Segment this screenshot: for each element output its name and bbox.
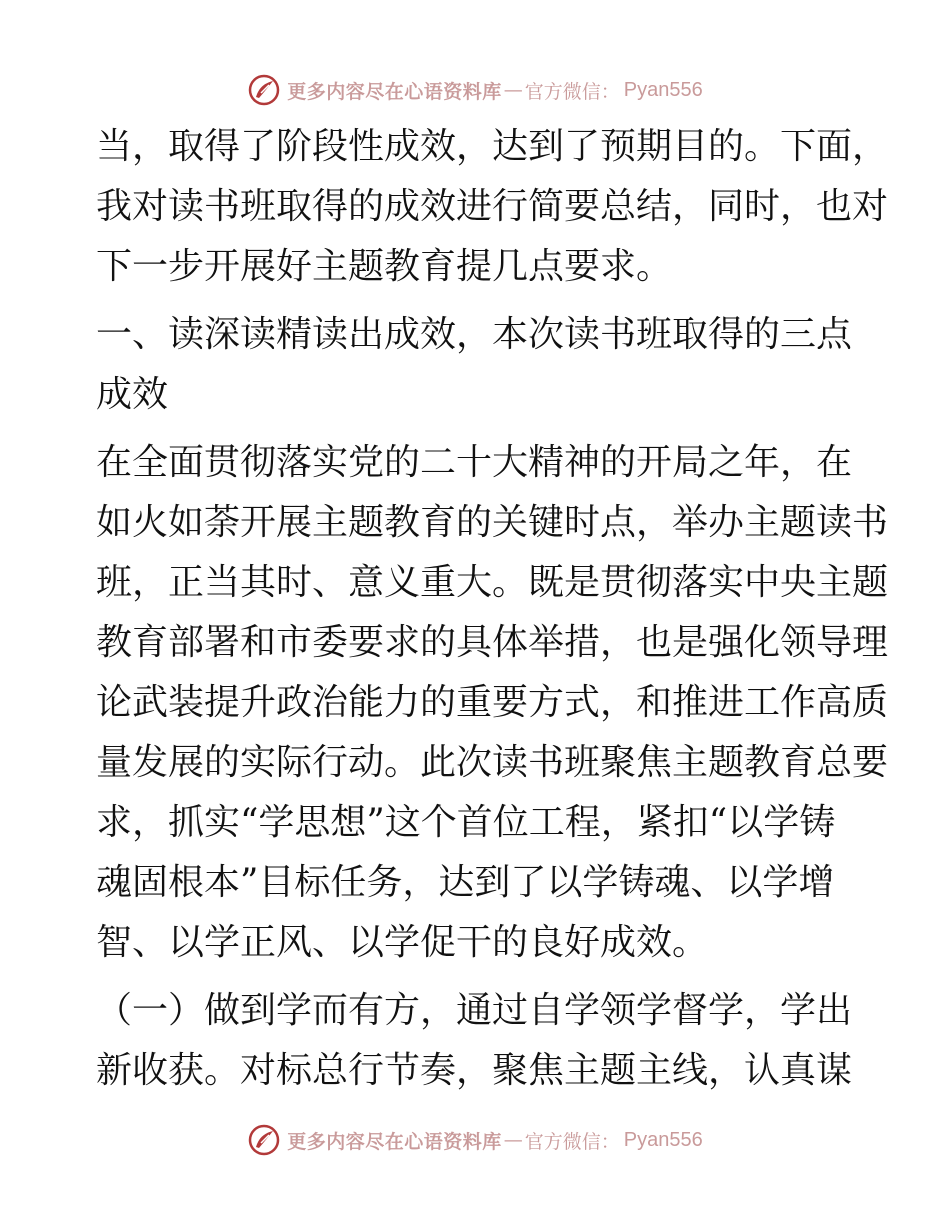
section-heading <box>96 305 856 425</box>
paragraph-intro-continuation <box>96 117 889 297</box>
text-line: 如火如荼开展主题教育的关键时点，举办主题读书 <box>96 502 889 543</box>
brand-name: 更多内容尽在心语资料库 <box>287 1130 502 1153</box>
text-line: 教育部署和市委要求的具体举措，也是强化领导理 <box>96 622 889 663</box>
wechat-label: 官方微信： <box>524 80 620 103</box>
brand-logo-icon <box>247 1123 281 1157</box>
text-line: 新收获。对标总行节奏，聚焦主题主线，认真谋 <box>96 1050 853 1091</box>
text-line: 当，取得了阶段性成效，达到了预期目的。下面， <box>96 126 889 167</box>
text-line: 一、读深读精读出成效，本次读书班取得的三点 <box>96 314 853 355</box>
text-line: （一）做到学而有方，通过自学领学督学，学出 <box>96 990 853 1031</box>
footer-banner <box>0 1120 950 1160</box>
text-line: 论武装提升政治能力的重要方式，和推进工作高质 <box>96 682 889 723</box>
text-line: 魂固根本”目标任务，达到了以学铸魂、以学增 <box>96 862 835 903</box>
brand-name: 更多内容尽在心语资料库 <box>287 80 502 103</box>
subsection-paragraph <box>96 981 856 1101</box>
text-line: 智、以学正风、以学促干的良好成效。 <box>96 922 709 963</box>
text-line: 我对读书班取得的成效进行简要总结，同时，也对 <box>96 186 889 227</box>
text-line: 求，抓实“学思想”这个首位工程，紧扣“以学铸 <box>96 802 836 843</box>
text-line: 下一步开展好主题教育提几点要求。 <box>96 246 673 287</box>
document-body <box>96 117 889 1101</box>
wechat-label: 官方微信： <box>524 1130 620 1153</box>
banner-separator: — <box>503 79 523 101</box>
banner-separator: — <box>503 1129 523 1151</box>
text-line: 量发展的实际行动。此次读书班聚焦主题教育总要 <box>96 742 889 783</box>
header-banner <box>0 70 950 110</box>
text-line: 成效 <box>96 374 169 415</box>
text-line: 班，正当其时、意义重大。既是贯彻落实中央主题 <box>96 562 889 603</box>
brand-logo-icon <box>247 73 281 107</box>
wechat-id: Pyan556 <box>623 78 703 101</box>
wechat-id: Pyan556 <box>623 1128 703 1151</box>
paragraph-body <box>96 433 889 973</box>
text-line: 在全面贯彻落实党的二十大精神的开局之年，在 <box>96 442 853 483</box>
